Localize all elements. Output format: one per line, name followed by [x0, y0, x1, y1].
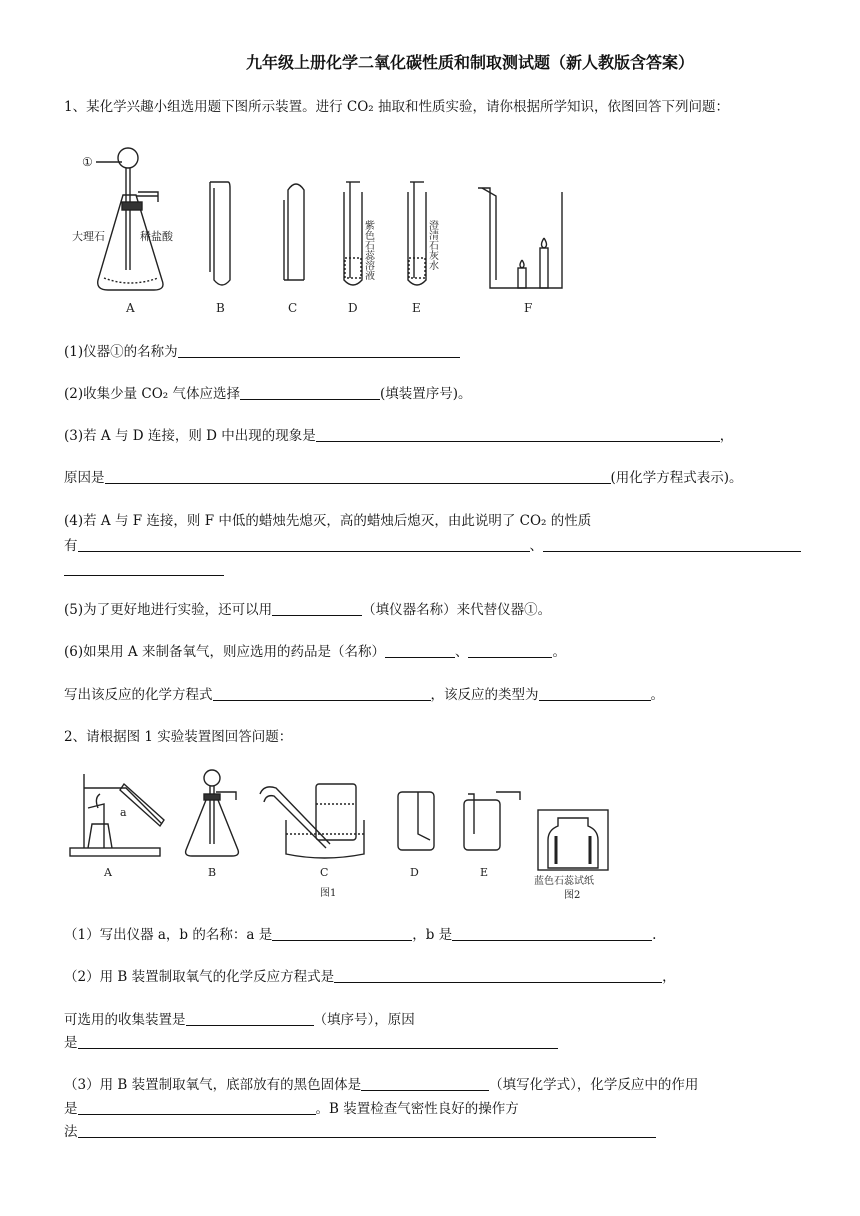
answer-blank[interactable] — [186, 1011, 314, 1026]
answer-blank[interactable] — [385, 643, 455, 658]
answer-blank[interactable] — [316, 427, 720, 442]
page-title: 九年级上册化学二氧化碳性质和制取测试题（新人教版含答案） — [245, 53, 694, 72]
label-2a: A — [104, 866, 112, 879]
q1-part3-reason: 原因是 (用化学方程式表示)。 — [64, 470, 743, 486]
answer-blank[interactable] — [361, 1076, 489, 1091]
label-circle-1: ① — [82, 155, 93, 169]
q1-stem: 1、某化学兴趣小组选用题下图所示装置。进行 CO₂ 抽取和性质实验，请你根据所学知识，依图回答下列问题： — [64, 99, 729, 115]
answer-blank[interactable] — [78, 1100, 316, 1115]
label-fig2: 图2 — [564, 890, 581, 901]
answer-blank[interactable] — [272, 926, 412, 941]
q2-stem: 2、请根据图 1 实验装置图回答问题： — [64, 729, 293, 745]
answer-blank[interactable] — [78, 1034, 558, 1049]
answer-blank[interactable] — [64, 561, 224, 576]
q2-part2-collect: 可选用的收集装置是 （填序号），原因 — [64, 1012, 415, 1028]
label-litmus-paper: 蓝色石蕊试纸 — [534, 876, 594, 887]
q1-part2: (2)收集少量 CO₂ 气体应选择 (填装置序号)。 — [64, 386, 472, 402]
q1-part3: (3)若 A 与 D 连接，则 D 中出现的现象是 ， — [64, 428, 734, 444]
label-marble: 大理石 — [72, 230, 105, 243]
label-2d: D — [410, 866, 419, 879]
q2-apparatus-figure — [64, 764, 624, 904]
q2-part2-reason: 是 — [64, 1033, 558, 1053]
q1-part1: (1)仪器①的名称为 — [64, 342, 460, 362]
q1-part7: 写出该反应的化学方程式 ，该反应的类型为 。 — [64, 687, 664, 703]
q2-part3: （3）用 B 装置制取氧气，底部放有的黑色固体是 （填写化学式），化学反应中的作用 — [64, 1077, 699, 1093]
label-c: C — [288, 301, 298, 315]
label-d: D — [348, 301, 358, 315]
answer-blank[interactable] — [105, 469, 611, 484]
q1-part4-answer: 有 、 — [64, 536, 801, 556]
answer-blank[interactable] — [178, 343, 460, 358]
q2-part3-role: 是 。B 装置检查气密性良好的操作方 — [64, 1101, 519, 1117]
label-fig1: 图1 — [320, 888, 337, 899]
q2-part1: （1）写出仪器 a，b 的名称：a 是 ，b 是 . — [64, 927, 657, 943]
label-f: F — [524, 301, 533, 315]
answer-blank[interactable] — [213, 686, 431, 701]
q1-part4-continued — [64, 560, 224, 580]
label-2b: B — [208, 866, 217, 879]
answer-blank[interactable] — [468, 643, 552, 658]
answer-blank[interactable] — [539, 686, 651, 701]
q1-part4: (4)若 A 与 F 连接，则 F 中低的蜡烛先熄灭，高的蜡烛后熄灭，由此说明了 CO₂ 的性质 — [64, 513, 592, 529]
answer-blank[interactable] — [240, 385, 380, 400]
label-litmus: 紫色石蕊溶液 — [362, 220, 374, 280]
answer-blank[interactable] — [543, 537, 801, 552]
label-limewater: 澄清石灰水 — [426, 220, 438, 270]
q1-apparatus-figure — [72, 140, 578, 320]
q1-part5: (5)为了更好地进行实验，还可以用 （填仪器名称）来代替仪器①。 — [64, 602, 552, 618]
label-a-instrument: a — [120, 806, 127, 819]
label-a: A — [126, 301, 135, 315]
label-e: E — [412, 301, 421, 315]
label-2c: C — [320, 866, 329, 879]
label-acid: 稀盐酸 — [140, 230, 173, 243]
answer-blank[interactable] — [78, 1123, 656, 1138]
answer-blank[interactable] — [78, 537, 530, 552]
label-b: B — [216, 301, 225, 315]
q1-part6: (6)如果用 A 来制备氧气，则应选用的药品是（名称） 、 。 — [64, 644, 566, 660]
answer-blank[interactable] — [452, 926, 652, 941]
q2-part2: （2）用 B 装置制取氧气的化学反应方程式是 ， — [64, 969, 676, 985]
q2-part3-method: 法 — [64, 1122, 656, 1142]
answer-blank[interactable] — [334, 968, 662, 983]
label-2e: E — [480, 866, 489, 879]
answer-blank[interactable] — [272, 601, 362, 616]
